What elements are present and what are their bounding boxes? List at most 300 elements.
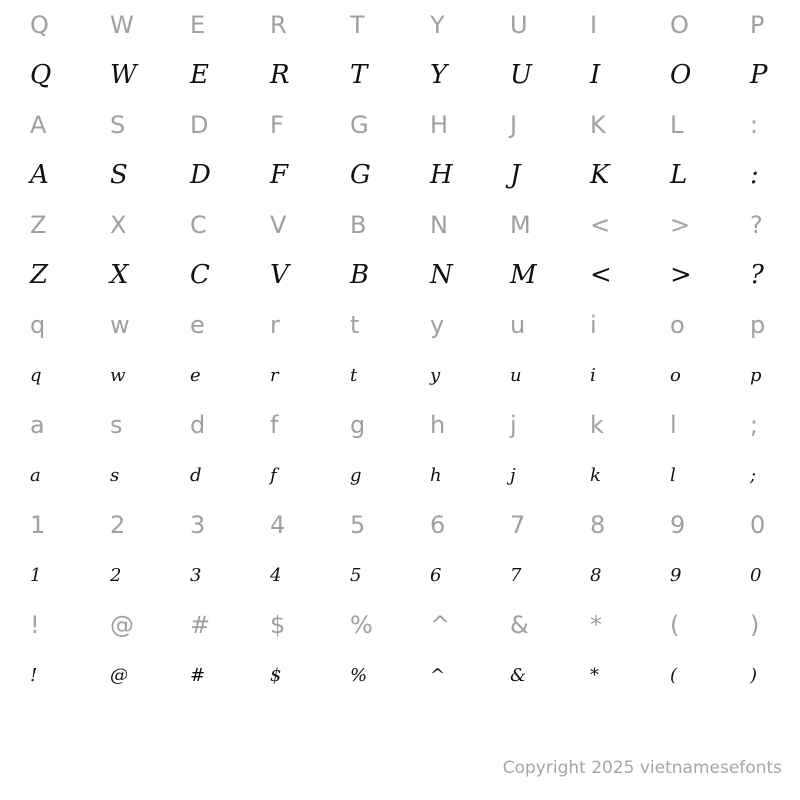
reference-char: [400, 100, 480, 150]
reference-char-label: g: [350, 411, 366, 439]
reference-char-label: 6: [430, 511, 446, 539]
reference-char-label: B: [350, 211, 367, 239]
sample-glyph-label: X: [110, 260, 129, 290]
sample-glyph-label: >: [670, 260, 692, 290]
glyph-row-pair: [0, 300, 800, 400]
sample-glyph-label: j: [510, 464, 516, 486]
sample-glyph: [720, 650, 800, 700]
reference-char-label: f: [270, 411, 279, 439]
sample-glyph: [0, 250, 80, 300]
sample-glyph-label: <: [590, 260, 612, 290]
sample-glyph: [400, 250, 480, 300]
reference-char: [80, 500, 160, 550]
sample-glyph: [160, 450, 240, 500]
sample-glyph-label: h: [430, 464, 442, 486]
sample-glyph-label: p: [750, 364, 762, 386]
reference-char-label: ;: [750, 411, 759, 439]
reference-char-label: r: [270, 311, 280, 339]
sample-glyph: [320, 150, 400, 200]
sample-glyph-label: $: [270, 664, 282, 686]
font-sample-row: [0, 50, 800, 100]
reference-char: [640, 300, 720, 350]
reference-char: [640, 100, 720, 150]
reference-char-label: w: [110, 311, 130, 339]
reference-char: [160, 600, 240, 650]
reference-char-label: 5: [350, 511, 366, 539]
reference-char: [320, 200, 400, 250]
reference-char-label: 1: [30, 511, 46, 539]
reference-char: [240, 300, 320, 350]
sample-glyph: [640, 450, 720, 500]
reference-char-label: i: [590, 311, 597, 339]
sample-glyph-label: ^: [430, 664, 446, 686]
sample-glyph: [240, 250, 320, 300]
reference-char: [240, 0, 320, 50]
reference-char: [400, 200, 480, 250]
reference-char-label: @: [110, 611, 134, 639]
sample-glyph-label: G: [350, 160, 371, 190]
sample-glyph: [640, 550, 720, 600]
sample-glyph-label: U: [510, 60, 532, 90]
reference-char: [400, 0, 480, 50]
glyph-row-pair: [0, 100, 800, 200]
sample-glyph: [400, 350, 480, 400]
reference-char-label: q: [30, 311, 46, 339]
reference-char: [480, 200, 560, 250]
sample-glyph: [720, 350, 800, 400]
reference-char-label: a: [30, 411, 45, 439]
sample-glyph: [160, 550, 240, 600]
sample-glyph: [320, 50, 400, 100]
reference-char-label: h: [430, 411, 446, 439]
reference-char-label: ^: [430, 611, 451, 639]
reference-char-label: ): [750, 611, 760, 639]
sample-glyph: [0, 650, 80, 700]
reference-char: [560, 100, 640, 150]
font-sample-row: [0, 650, 800, 700]
reference-char: [80, 200, 160, 250]
copyright-footer: Copyright 2025 vietnamesefonts: [502, 758, 782, 778]
reference-row: [0, 400, 800, 450]
reference-char-label: o: [670, 311, 685, 339]
sample-glyph: [240, 650, 320, 700]
reference-char-label: j: [510, 411, 517, 439]
reference-char: [80, 600, 160, 650]
reference-char: [240, 100, 320, 150]
sample-glyph-label: T: [350, 60, 368, 90]
reference-char-label: (: [670, 611, 680, 639]
sample-glyph-label: a: [30, 464, 41, 486]
sample-glyph-label: l: [670, 464, 676, 486]
sample-glyph-label: e: [190, 364, 201, 386]
reference-char-label: *: [590, 611, 602, 639]
reference-char: [480, 300, 560, 350]
sample-glyph: [480, 50, 560, 100]
sample-glyph-label: N: [430, 260, 453, 290]
reference-char-label: 3: [190, 511, 206, 539]
sample-glyph: [320, 450, 400, 500]
sample-glyph-label: 1: [30, 564, 42, 586]
sample-glyph: [240, 150, 320, 200]
sample-glyph-label: O: [670, 60, 692, 90]
sample-glyph-label: 3: [190, 564, 202, 586]
sample-glyph-label: D: [190, 160, 211, 190]
reference-char-label: 2: [110, 511, 126, 539]
reference-char: [560, 200, 640, 250]
sample-glyph-label: L: [670, 160, 688, 190]
reference-char: [80, 0, 160, 50]
reference-char-label: L: [670, 111, 684, 139]
reference-char: [320, 300, 400, 350]
reference-char-label: V: [270, 211, 287, 239]
reference-char-label: s: [110, 411, 123, 439]
sample-glyph: [0, 50, 80, 100]
reference-char-label: e: [190, 311, 205, 339]
sample-glyph-label: (: [670, 664, 678, 686]
sample-glyph: [640, 250, 720, 300]
sample-glyph-label: W: [110, 60, 137, 90]
sample-glyph-label: f: [270, 464, 277, 486]
reference-char-label: <: [590, 211, 611, 239]
sample-glyph-label: 4: [270, 564, 282, 586]
reference-char: [720, 400, 800, 450]
reference-char-label: y: [430, 311, 445, 339]
sample-glyph: [160, 350, 240, 400]
reference-char: [320, 500, 400, 550]
reference-char: [240, 400, 320, 450]
sample-glyph: [80, 50, 160, 100]
sample-glyph: [80, 350, 160, 400]
sample-glyph: [80, 650, 160, 700]
reference-char-label: T: [350, 11, 365, 39]
reference-char: [80, 400, 160, 450]
reference-char-label: 8: [590, 511, 606, 539]
sample-glyph-label: 7: [510, 564, 522, 586]
reference-char: [720, 0, 800, 50]
sample-glyph: [720, 50, 800, 100]
font-sample-row: [0, 450, 800, 500]
reference-char: [720, 100, 800, 150]
sample-glyph-label: y: [430, 364, 441, 386]
reference-char: [0, 600, 80, 650]
sample-glyph-label: %: [350, 664, 368, 686]
reference-char-label: 9: [670, 511, 686, 539]
reference-char: [240, 200, 320, 250]
reference-row: [0, 0, 800, 50]
sample-glyph-label: V: [270, 260, 289, 290]
reference-char: [400, 600, 480, 650]
sample-glyph-label: R: [270, 60, 290, 90]
sample-glyph: [320, 650, 400, 700]
sample-glyph-label: o: [670, 364, 681, 386]
reference-char: [560, 300, 640, 350]
sample-glyph: [160, 50, 240, 100]
reference-char: [160, 100, 240, 150]
reference-char-label: A: [30, 111, 47, 139]
sample-glyph-label: C: [190, 260, 210, 290]
font-sample-row: [0, 250, 800, 300]
reference-char-label: H: [430, 111, 449, 139]
sample-glyph-label: r: [270, 364, 279, 386]
reference-char: [80, 100, 160, 150]
sample-glyph: [80, 250, 160, 300]
sample-glyph-label: H: [430, 160, 453, 190]
sample-glyph: [240, 550, 320, 600]
sample-glyph: [400, 150, 480, 200]
reference-char: [640, 400, 720, 450]
sample-glyph: [320, 250, 400, 300]
reference-char: [480, 500, 560, 550]
reference-char: [0, 400, 80, 450]
sample-glyph: [640, 150, 720, 200]
glyph-row-pair: [0, 600, 800, 700]
sample-glyph: [480, 650, 560, 700]
sample-glyph-label: 2: [110, 564, 122, 586]
sample-glyph-label: w: [110, 364, 126, 386]
sample-glyph: [400, 50, 480, 100]
sample-glyph-label: &: [510, 664, 527, 686]
reference-char-label: F: [270, 111, 284, 139]
sample-glyph: [560, 50, 640, 100]
sample-glyph-label: S: [110, 160, 128, 190]
sample-glyph: [480, 250, 560, 300]
sample-glyph-label: J: [510, 160, 521, 190]
reference-char: [80, 300, 160, 350]
sample-glyph-label: Y: [430, 60, 448, 90]
reference-char: [160, 300, 240, 350]
sample-glyph: [640, 650, 720, 700]
reference-char: [0, 0, 80, 50]
reference-char-label: X: [110, 211, 127, 239]
reference-char: [400, 300, 480, 350]
reference-char: [720, 200, 800, 250]
sample-glyph: [720, 250, 800, 300]
sample-glyph: [560, 150, 640, 200]
reference-char-label: U: [510, 11, 528, 39]
reference-char: [160, 400, 240, 450]
glyph-row-pair: [0, 500, 800, 600]
reference-char-label: >: [670, 211, 691, 239]
sample-glyph: [80, 550, 160, 600]
sample-glyph-label: I: [590, 60, 601, 90]
reference-char: [720, 500, 800, 550]
reference-char-label: D: [190, 111, 209, 139]
sample-glyph-label: s: [110, 464, 120, 486]
glyph-row-pair: [0, 0, 800, 100]
reference-char-label: d: [190, 411, 206, 439]
sample-glyph-label: 0: [750, 564, 762, 586]
sample-glyph-label: 5: [350, 564, 362, 586]
reference-char-label: O: [670, 11, 689, 39]
sample-glyph: [480, 150, 560, 200]
sample-glyph-label: k: [590, 464, 601, 486]
reference-char-label: #: [190, 611, 211, 639]
sample-glyph: [480, 550, 560, 600]
reference-char-label: W: [110, 11, 134, 39]
sample-glyph: [0, 450, 80, 500]
reference-char: [160, 500, 240, 550]
sample-glyph-label: K: [590, 160, 610, 190]
sample-glyph-label: F: [270, 160, 289, 190]
reference-char-label: p: [750, 311, 766, 339]
reference-char: [560, 500, 640, 550]
reference-char-label: t: [350, 311, 360, 339]
reference-char-label: C: [190, 211, 207, 239]
sample-glyph: [160, 150, 240, 200]
sample-glyph: [720, 150, 800, 200]
reference-char: [560, 0, 640, 50]
sample-glyph-label: *: [590, 664, 599, 686]
sample-glyph-label: q: [30, 364, 42, 386]
reference-char: [480, 0, 560, 50]
sample-glyph: [320, 350, 400, 400]
font-sample-row: [0, 350, 800, 400]
reference-char-label: K: [590, 111, 606, 139]
sample-glyph: [240, 50, 320, 100]
sample-glyph-label: ): [750, 664, 758, 686]
reference-char: [0, 500, 80, 550]
reference-char-label: :: [750, 111, 759, 139]
reference-row: [0, 500, 800, 550]
sample-glyph-label: #: [190, 664, 206, 686]
reference-row: [0, 200, 800, 250]
sample-glyph: [0, 150, 80, 200]
sample-glyph: [560, 450, 640, 500]
glyph-row-pair: [0, 400, 800, 500]
sample-glyph-label: t: [350, 364, 358, 386]
font-sample-row: [0, 150, 800, 200]
reference-char-label: Z: [30, 211, 47, 239]
sample-glyph: [560, 250, 640, 300]
sample-glyph: [400, 450, 480, 500]
reference-char: [480, 400, 560, 450]
reference-char: [240, 500, 320, 550]
reference-char-label: Q: [30, 11, 49, 39]
sample-glyph: [400, 650, 480, 700]
sample-glyph-label: d: [190, 464, 202, 486]
reference-char-label: $: [270, 611, 286, 639]
reference-char-label: E: [190, 11, 206, 39]
reference-char-label: k: [590, 411, 604, 439]
reference-char: [0, 200, 80, 250]
sample-glyph: [640, 350, 720, 400]
reference-char: [640, 500, 720, 550]
sample-glyph: [80, 150, 160, 200]
font-sample-row: [0, 550, 800, 600]
sample-glyph-label: 6: [430, 564, 442, 586]
reference-row: [0, 300, 800, 350]
sample-glyph-label: ;: [750, 464, 757, 486]
reference-char: [640, 600, 720, 650]
sample-glyph: [720, 550, 800, 600]
reference-char: [640, 200, 720, 250]
sample-glyph: [480, 450, 560, 500]
sample-glyph-label: :: [750, 160, 759, 190]
reference-char-label: S: [110, 111, 126, 139]
reference-row: [0, 600, 800, 650]
sample-glyph: [560, 650, 640, 700]
reference-char-label: &: [510, 611, 529, 639]
sample-glyph-label: u: [510, 364, 522, 386]
reference-char-label: J: [510, 111, 518, 139]
glyph-row-pair: [0, 200, 800, 300]
reference-char: [320, 600, 400, 650]
reference-char: [560, 600, 640, 650]
reference-char: [720, 600, 800, 650]
reference-char-label: 0: [750, 511, 766, 539]
reference-char-label: I: [590, 11, 598, 39]
sample-glyph: [160, 650, 240, 700]
reference-char-label: u: [510, 311, 526, 339]
reference-char: [160, 0, 240, 50]
sample-glyph-label: B: [350, 260, 370, 290]
reference-char: [320, 0, 400, 50]
sample-glyph-label: !: [30, 664, 38, 686]
sample-glyph: [320, 550, 400, 600]
sample-glyph: [0, 350, 80, 400]
reference-char-label: P: [750, 11, 765, 39]
sample-glyph: [480, 350, 560, 400]
sample-glyph: [640, 50, 720, 100]
reference-char-label: N: [430, 211, 448, 239]
sample-glyph: [240, 450, 320, 500]
sample-glyph: [560, 350, 640, 400]
sample-glyph: [560, 550, 640, 600]
sample-glyph-label: M: [510, 260, 537, 290]
sample-glyph-label: i: [590, 364, 596, 386]
reference-char-label: Y: [430, 11, 445, 39]
reference-char-label: G: [350, 111, 369, 139]
reference-char-label: ?: [750, 211, 763, 239]
reference-char-label: !: [30, 611, 40, 639]
sample-glyph-label: 9: [670, 564, 682, 586]
reference-char: [480, 100, 560, 150]
sample-glyph-label: Q: [30, 60, 52, 90]
reference-char: [400, 500, 480, 550]
reference-char: [0, 100, 80, 150]
sample-glyph-label: Z: [30, 260, 49, 290]
reference-char: [320, 400, 400, 450]
reference-char: [160, 200, 240, 250]
reference-char-label: %: [350, 611, 373, 639]
reference-char-label: 7: [510, 511, 526, 539]
sample-glyph: [240, 350, 320, 400]
reference-char-label: R: [270, 11, 287, 39]
reference-char: [400, 400, 480, 450]
reference-char-label: 4: [270, 511, 286, 539]
sample-glyph: [0, 550, 80, 600]
reference-char: [640, 0, 720, 50]
sample-glyph-label: P: [750, 60, 768, 90]
reference-char: [720, 300, 800, 350]
reference-char: [480, 600, 560, 650]
reference-row: [0, 100, 800, 150]
sample-glyph: [160, 250, 240, 300]
sample-glyph-label: 8: [590, 564, 602, 586]
sample-glyph: [400, 550, 480, 600]
reference-char-label: M: [510, 211, 531, 239]
sample-glyph-label: ?: [750, 260, 764, 290]
reference-char: [560, 400, 640, 450]
sample-glyph: [720, 450, 800, 500]
sample-glyph-label: g: [350, 464, 362, 486]
reference-char: [240, 600, 320, 650]
sample-glyph-label: @: [110, 664, 128, 686]
reference-char: [320, 100, 400, 150]
reference-char-label: l: [670, 411, 677, 439]
sample-glyph-label: A: [30, 160, 49, 190]
sample-glyph: [80, 450, 160, 500]
